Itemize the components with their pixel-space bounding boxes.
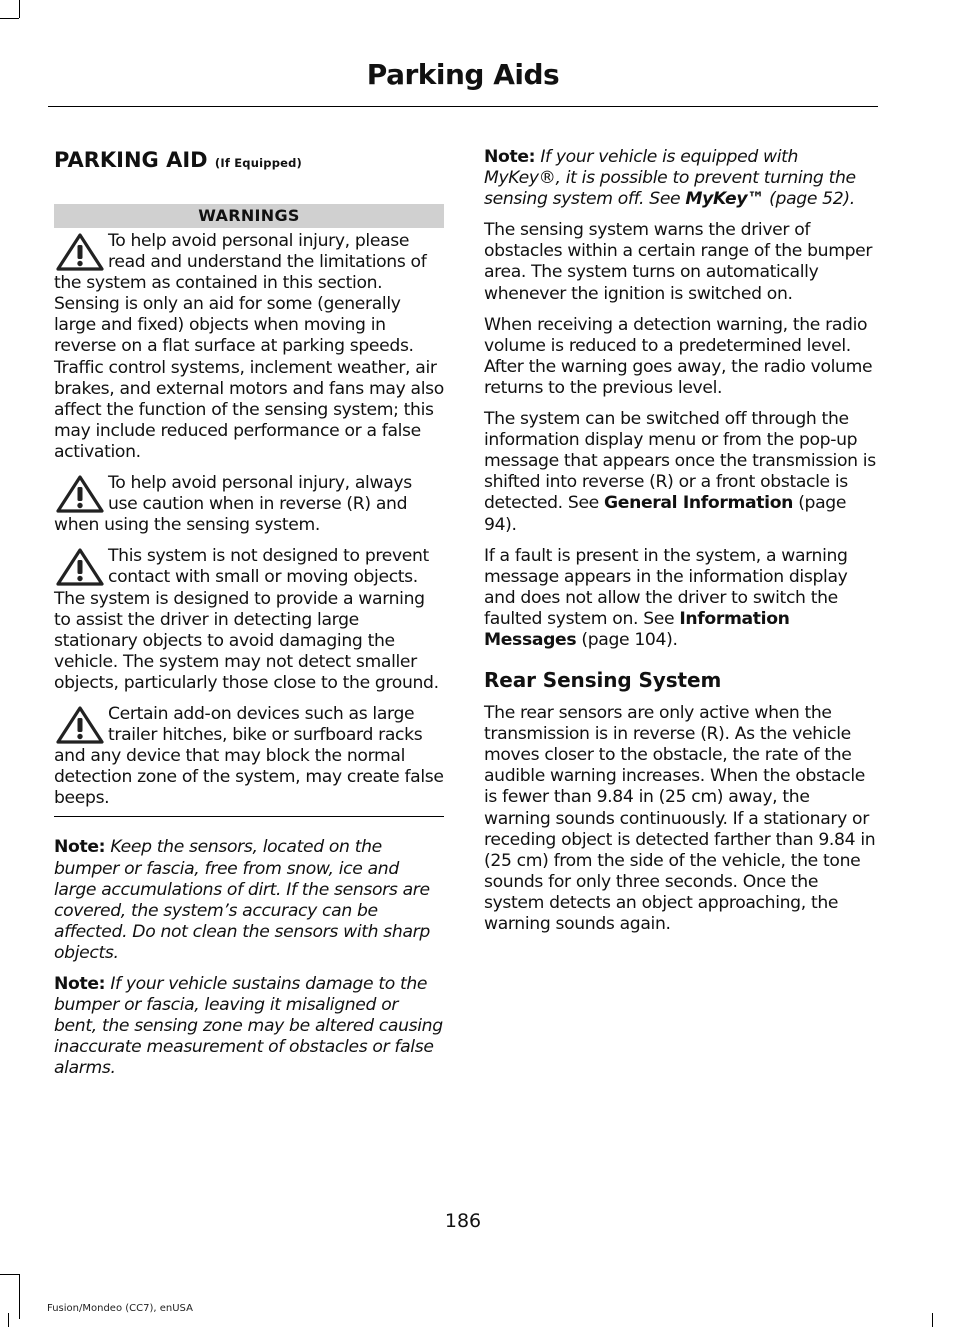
warning-triangle-icon — [54, 231, 106, 273]
paragraph-radio-volume: When receiving a detection warning, the radio volume is reduced to a predetermined level. After the warning goes away, the radio volume returns to the previous level. — [484, 314, 873, 398]
paragraph-sensing-warns: The sensing system warns the driver of obstacles within a certain range of the bumper area. The system turns on automatically whenever the ignition is switched on. — [484, 220, 873, 304]
crop-mark-bottom-right-v1 — [932, 1313, 933, 1327]
crop-mark-top-left-v — [19, 0, 20, 18]
note-text: Keep the sensors, located on the bumper or fascia, free from snow, ice and large accumulations of dirt. If the sensors are covered, the system’s accuracy can be affected. Do not clean the sensors with sharp objects. — [54, 837, 430, 963]
note-label: Note: — [54, 837, 106, 858]
section-title-text: PARKING AID — [54, 148, 208, 172]
warning-triangle-icon — [54, 704, 106, 746]
note-text: If your vehicle sustains damage to the bumper or fascia, leaving it misaligned or bent, the sensing zone may be altered causing inaccurate measurement of obstacles or false alarms. — [54, 974, 443, 1079]
crop-mark-top-left-h — [0, 18, 19, 19]
warnings-heading: WARNINGS — [54, 204, 444, 228]
page-number: 186 — [444, 1210, 482, 1232]
crop-mark-bottom-left-v — [19, 1274, 20, 1319]
section-qualifier: (If Equipped) — [214, 156, 303, 170]
page-ref: (page 94). — [484, 493, 847, 535]
rear-sensing-heading: Rear Sensing System — [484, 668, 722, 693]
warning-text: Certain add-on devices such as large trailer hitches, bike or surfboard racks and any device that may block the normal detection zone of the system, may create false beeps. — [54, 703, 444, 809]
warnings-divider — [54, 816, 444, 817]
note-label: Note: — [54, 974, 106, 994]
warning-item — [54, 546, 444, 694]
mykey-page-ref: (page 52). — [769, 189, 855, 210]
mykey-reference-link[interactable]: MyKey™ — [685, 189, 765, 210]
warning-item — [54, 473, 444, 536]
paragraph-fault — [484, 546, 876, 651]
left-column — [54, 145, 444, 1079]
information-messages-link[interactable]: Information Messages — [484, 608, 790, 650]
paragraph-text: The system can be switched off through the information display menu or from the pop-up message that appears once the transmission is shifted into reverse (R) or a front obstacle is detected. See — [484, 409, 876, 514]
warning-text: To help avoid personal injury, please read and understand the limitations of the system as contained in this section. Sensing is only an aid for some (generally large and fixed) objects when moving in reverse on a flat surface at parking speeds. Traffic control systems, inclement weather, air brakes, and external motors and fans may also affect the function of the sensing system; this may include reduced performance or a false activation. — [54, 231, 444, 462]
paragraph-rear-sensors: The rear sensors are only active when the transmission is in reverse (R). As the vehicle moves closer to the obstacle, the rate of the audible warning increases. When the obstacle is fewer than 9.84 in (25 cm) away, the warning sounds continuously. If a stationary or receding object is detected farther than 9.84 in (25 cm) from the side of the vehicle, the tone sounds for only three seconds. Once the system detects an object approaching, the warning sounds again. — [484, 703, 876, 934]
crop-mark-bottom-left-h — [0, 1274, 19, 1275]
note-sensors — [54, 837, 444, 964]
warning-text: To help avoid personal injury, always use caution when in reverse (R) and when using the sensing system. — [54, 473, 412, 536]
crop-mark-bottom-right-v2 — [8, 1313, 9, 1327]
warning-triangle-icon — [54, 546, 106, 588]
page-ref: (page 104). — [581, 629, 678, 650]
note-mykey — [484, 147, 876, 210]
header-rule — [48, 106, 878, 107]
warning-triangle-icon — [54, 473, 106, 515]
general-information-link[interactable]: General Information — [604, 493, 794, 514]
note-damage — [54, 974, 444, 1079]
paragraph-text: If a fault is present in the system, a warning message appears in the information display and does not allow the driver to switch the faulted system on. See — [484, 545, 848, 629]
footer-model-text: Fusion/Mondeo (CC7), enUSA — [47, 1303, 193, 1314]
page-title: Parking Aids — [366, 58, 560, 91]
paragraph-switch-off — [484, 409, 876, 536]
note-label: Note: — [484, 147, 536, 167]
warning-text: This system is not designed to prevent contact with small or moving objects. The system is designed to provide a warning to assist the driver in detecting large stationary objects to avoid damaging the vehicle. The system may not detect smaller objects, particularly those close to the ground. — [54, 546, 439, 693]
right-column — [484, 147, 876, 935]
note-text: If your vehicle is equipped with MyKey®, it is possible to prevent turning the sensing system off. See — [484, 147, 856, 210]
section-title — [54, 145, 444, 178]
warning-item — [54, 231, 444, 463]
warning-item — [54, 704, 444, 809]
